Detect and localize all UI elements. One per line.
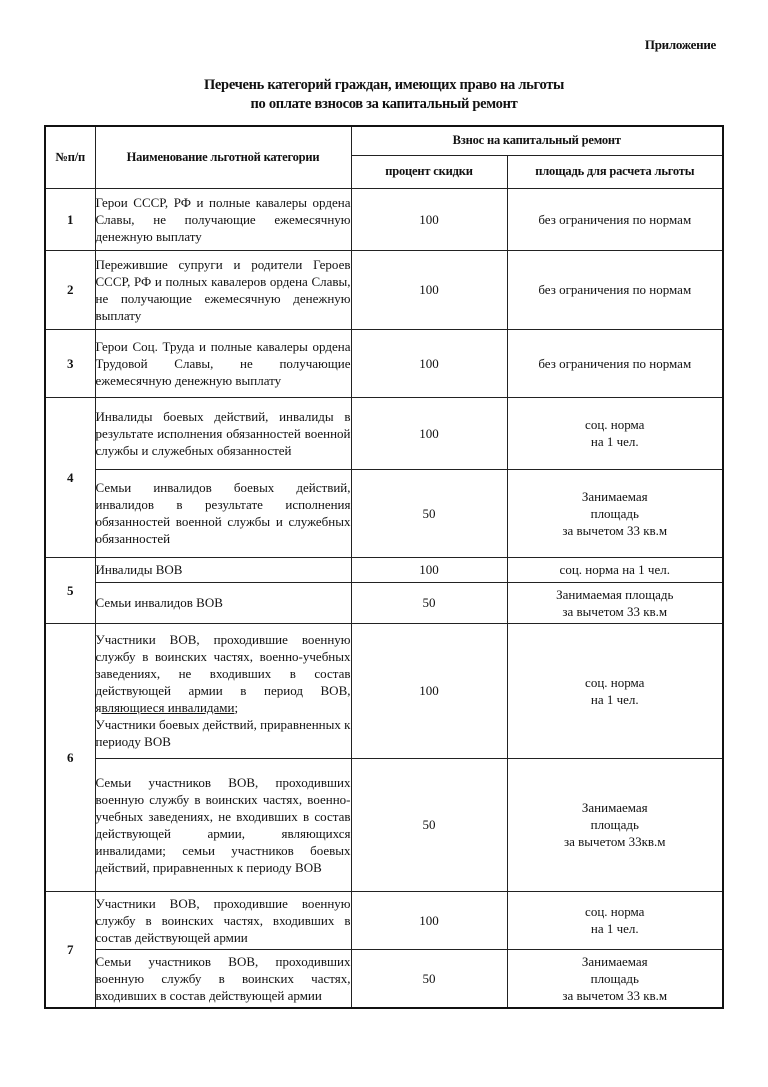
area-line: Занимаемая (581, 953, 648, 969)
table-row (45, 623, 723, 758)
category-name: Семьи участников ВОВ, проходивших военную службу в воинских частях, входивших в состав действующей армии (95, 949, 351, 1008)
category-name: Герои СССР, РФ и полные кавалеры ордена Славы, не получающие ежемесячную денежную выплату (95, 188, 351, 250)
discount-percent: 100 (351, 557, 507, 582)
category-name: Инвалиды боевых действий, инвалиды в результате исполнения обязанностей военной службы и служебных обязанностей (95, 397, 351, 469)
discount-percent: 100 (351, 250, 507, 329)
category-name: Пережившие супруги и родители Героев СССР, РФ и полных кавалеров ордена Славы, не получающие ежемесячную денежную выплату (95, 250, 351, 329)
area-line: соц. норма (585, 904, 645, 919)
header-contribution-group: Взнос на капитальный ремонт (351, 126, 723, 155)
category-name-text: Участники ВОВ, проходившие военную службу в воинских частях, военно-учебных заведениях, не входивших в состав действующей армии в период ВОВ, я (95, 632, 351, 715)
category-name (95, 623, 351, 758)
discount-percent: 50 (351, 758, 507, 891)
table-row (45, 329, 723, 397)
category-name: Семьи инвалидов ВОВ (95, 582, 351, 623)
area-line: за вычетом 33 кв.м (562, 603, 668, 619)
table-row (45, 557, 723, 582)
row-number: 5 (45, 557, 95, 623)
area-rule: без ограничения по нормам (507, 250, 723, 329)
area-line: Занимаемая (581, 488, 648, 504)
category-name: Участники ВОВ, проходившие военную службу в воинских частях, входивших в состав действующей армии (95, 891, 351, 949)
area-rule (507, 623, 723, 758)
discount-percent: 100 (351, 329, 507, 397)
area-line: на 1 чел. (590, 434, 639, 449)
area-line: площадь (590, 970, 639, 986)
area-rule (507, 891, 723, 949)
area-rule: без ограничения по нормам (507, 329, 723, 397)
discount-percent: 100 (351, 397, 507, 469)
header-number: №п/п (45, 126, 95, 188)
area-line: на 1 чел. (590, 921, 639, 936)
title-line-1: Перечень категорий граждан, имеющих право на льготы (203, 77, 565, 93)
category-name: Герои Соц. Труда и полные кавалеры ордена Трудовой Славы, не получающие ежемесячную денежную выплату (95, 329, 351, 397)
area-line: соц. норма (585, 674, 645, 690)
table-row (45, 949, 723, 1008)
area-rule: без ограничения по нормам (507, 188, 723, 250)
table-row (45, 397, 723, 469)
category-name: Семьи инвалидов боевых действий, инвалидов в результате исполнения обязанностей военной службы и служебных обязанностей (95, 469, 351, 557)
area-rule (507, 469, 723, 557)
area-line: соц. норма (585, 417, 645, 432)
row-number: 3 (45, 329, 95, 397)
area-line: за вычетом 33 кв.м (562, 987, 668, 1003)
discount-percent: 100 (351, 188, 507, 250)
appendix-label: Приложение (644, 37, 716, 52)
table-row (45, 582, 723, 623)
discount-percent: 100 (351, 623, 507, 758)
row-number: 4 (45, 397, 95, 557)
category-name-underlined: вляющиеся инвалидами (101, 700, 235, 715)
document-title (0, 76, 768, 114)
header-row (45, 126, 723, 155)
area-rule (507, 582, 723, 623)
category-name-text: ; (234, 700, 239, 715)
row-number: 1 (45, 188, 95, 250)
category-name-text: Участники боевых действий, приравненных к периоду ВОВ (95, 717, 351, 749)
table-row (45, 469, 723, 557)
area-line: за вычетом 33кв.м (564, 834, 666, 849)
table-row (45, 250, 723, 329)
discount-percent: 50 (351, 582, 507, 623)
row-number: 7 (45, 891, 95, 1008)
area-rule (507, 758, 723, 891)
title-line-2: по оплате взносов за капитальный ремонт (250, 96, 518, 112)
area-line: Занимаемая площадь (556, 586, 674, 602)
header-area: площадь для расчета льготы (507, 155, 723, 188)
discount-percent: 50 (351, 469, 507, 557)
area-line: площадь (590, 817, 639, 832)
area-rule (507, 949, 723, 1008)
table-row (45, 891, 723, 949)
header-discount-percent: процент скидки (351, 155, 507, 188)
header-category-name: Наименование льготной категории (95, 126, 351, 188)
area-rule: соц. норма на 1 чел. (507, 557, 723, 582)
area-line: на 1 чел. (590, 691, 639, 707)
table-row (45, 758, 723, 891)
area-line: Занимаемая (581, 800, 648, 815)
table-row (45, 188, 723, 250)
benefits-table (44, 125, 724, 1009)
row-number: 2 (45, 250, 95, 329)
area-line: за вычетом 33 кв.м (562, 522, 668, 538)
area-line: площадь (590, 505, 639, 521)
category-name: Инвалиды ВОВ (95, 557, 351, 582)
discount-percent: 50 (351, 949, 507, 1008)
row-number: 6 (45, 623, 95, 891)
category-name: Семьи участников ВОВ, проходивших военную службу в воинских частях, военно-учебных заведениях, не входивших в состав действующей армии, являющихся инвалидами; семьи участников боевых действий, приравненных к периоду ВОВ (95, 758, 351, 891)
discount-percent: 100 (351, 891, 507, 949)
area-rule (507, 397, 723, 469)
